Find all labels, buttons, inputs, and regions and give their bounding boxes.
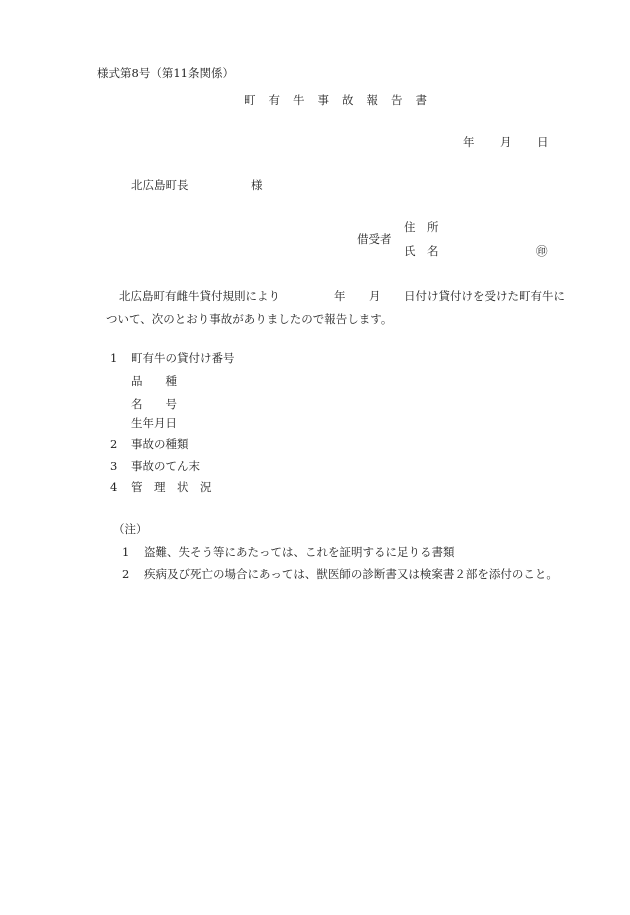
item3-label: 事故のてん末 xyxy=(131,459,200,473)
item1-name: 名 号 xyxy=(131,397,177,411)
item2-number: 2 xyxy=(110,437,118,451)
note2-text: 疾病及び死亡の場合にあっては、獣医師の診断書又は検案書２部を添付のこと。 xyxy=(144,567,558,581)
item1-number: 1 xyxy=(110,351,118,365)
date-day: 日 xyxy=(537,135,549,149)
addressee-name: 北広島町長 xyxy=(131,178,189,192)
date-month: 月 xyxy=(500,135,512,149)
form-number: 様式第8号（第11条関係） xyxy=(97,66,234,80)
item1-label: 町有牛の貸付け番号 xyxy=(131,351,235,365)
date-year: 年 xyxy=(463,135,475,149)
item1-breed: 品 種 xyxy=(131,374,177,388)
note1-number: 1 xyxy=(122,545,130,559)
body-line1-b: 日付け貸付けを受けた町有牛に xyxy=(404,289,565,303)
item4-label: 管 理 状 況 xyxy=(131,480,212,494)
body-line1-year: 年 xyxy=(334,289,346,303)
address-label: 住 所 xyxy=(404,220,439,234)
document-title: 町有牛事故報告書 xyxy=(244,93,440,107)
item4-number: 4 xyxy=(110,480,118,494)
item1-birthdate: 生年月日 xyxy=(131,416,177,430)
name-label: 氏 名 xyxy=(404,244,439,258)
addressee-honorific: 様 xyxy=(251,178,263,192)
body-line2: ついて、次のとおり事故がありましたので報告します。 xyxy=(106,312,393,326)
notes-heading: （注） xyxy=(113,522,148,536)
note2-number: 2 xyxy=(122,567,130,581)
borrower-label: 借受者 xyxy=(357,232,392,246)
body-line1-month: 月 xyxy=(369,289,381,303)
seal-mark: ㊞ xyxy=(536,244,548,258)
item2-label: 事故の種類 xyxy=(131,437,189,451)
item3-number: 3 xyxy=(110,459,118,473)
body-line1-a: 北広島町有雌牛貸付規則により xyxy=(119,289,280,303)
note1-text: 盗難、失そう等にあたっては、これを証明するに足りる書類 xyxy=(144,545,455,559)
